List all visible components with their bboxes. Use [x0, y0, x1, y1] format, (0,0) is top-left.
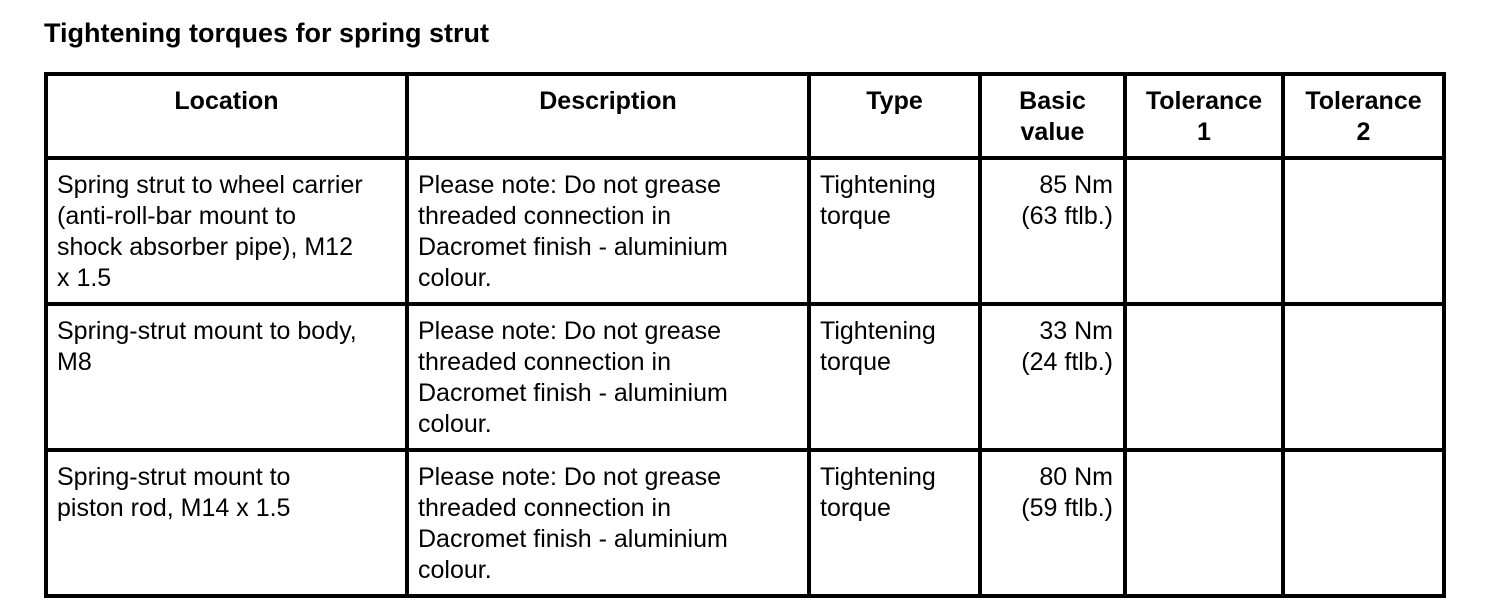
header-tolerance-1: Tolerance 1: [1125, 74, 1283, 158]
cell-tolerance-1: [1125, 450, 1283, 596]
header-row: [46, 74, 1444, 158]
header-type: Type: [809, 74, 980, 158]
table-row: [46, 450, 1444, 596]
cell-type: Tightening torque: [809, 304, 980, 450]
cell-location: Spring-strut mount to piston rod, M14 x 1.5: [46, 450, 407, 596]
table-row: [46, 304, 1444, 450]
cell-location: Spring-strut mount to body, M8: [46, 304, 407, 450]
cell-description: Please note: Do not grease threaded connection in Dacromet finish - aluminium colour.: [407, 158, 809, 304]
cell-location: Spring strut to wheel carrier (anti-roll-bar mount to shock absorber pipe), M12 x 1.5: [46, 158, 407, 304]
cell-basic-value: 85 Nm (63 ftlb.): [980, 158, 1125, 304]
cell-description: Please note: Do not grease threaded connection in Dacromet finish - aluminium colour.: [407, 450, 809, 596]
header-tolerance-2: Tolerance 2: [1283, 74, 1444, 158]
header-basic-value: Basic value: [980, 74, 1125, 158]
cell-tolerance-2: [1283, 450, 1444, 596]
table-row: [46, 158, 1444, 304]
cell-tolerance-2: [1283, 158, 1444, 304]
cell-basic-value: 80 Nm (59 ftlb.): [980, 450, 1125, 596]
header-location: Location: [46, 74, 407, 158]
cell-tolerance-1: [1125, 304, 1283, 450]
cell-type: Tightening torque: [809, 450, 980, 596]
torque-table: [44, 72, 1446, 598]
cell-description: Please note: Do not grease threaded connection in Dacromet finish - aluminium colour.: [407, 304, 809, 450]
page-title: Tightening torques for spring strut: [44, 18, 489, 48]
header-description: Description: [407, 74, 809, 158]
cell-type: Tightening torque: [809, 158, 980, 304]
cell-basic-value: 33 Nm (24 ftlb.): [980, 304, 1125, 450]
cell-tolerance-1: [1125, 158, 1283, 304]
cell-tolerance-2: [1283, 304, 1444, 450]
